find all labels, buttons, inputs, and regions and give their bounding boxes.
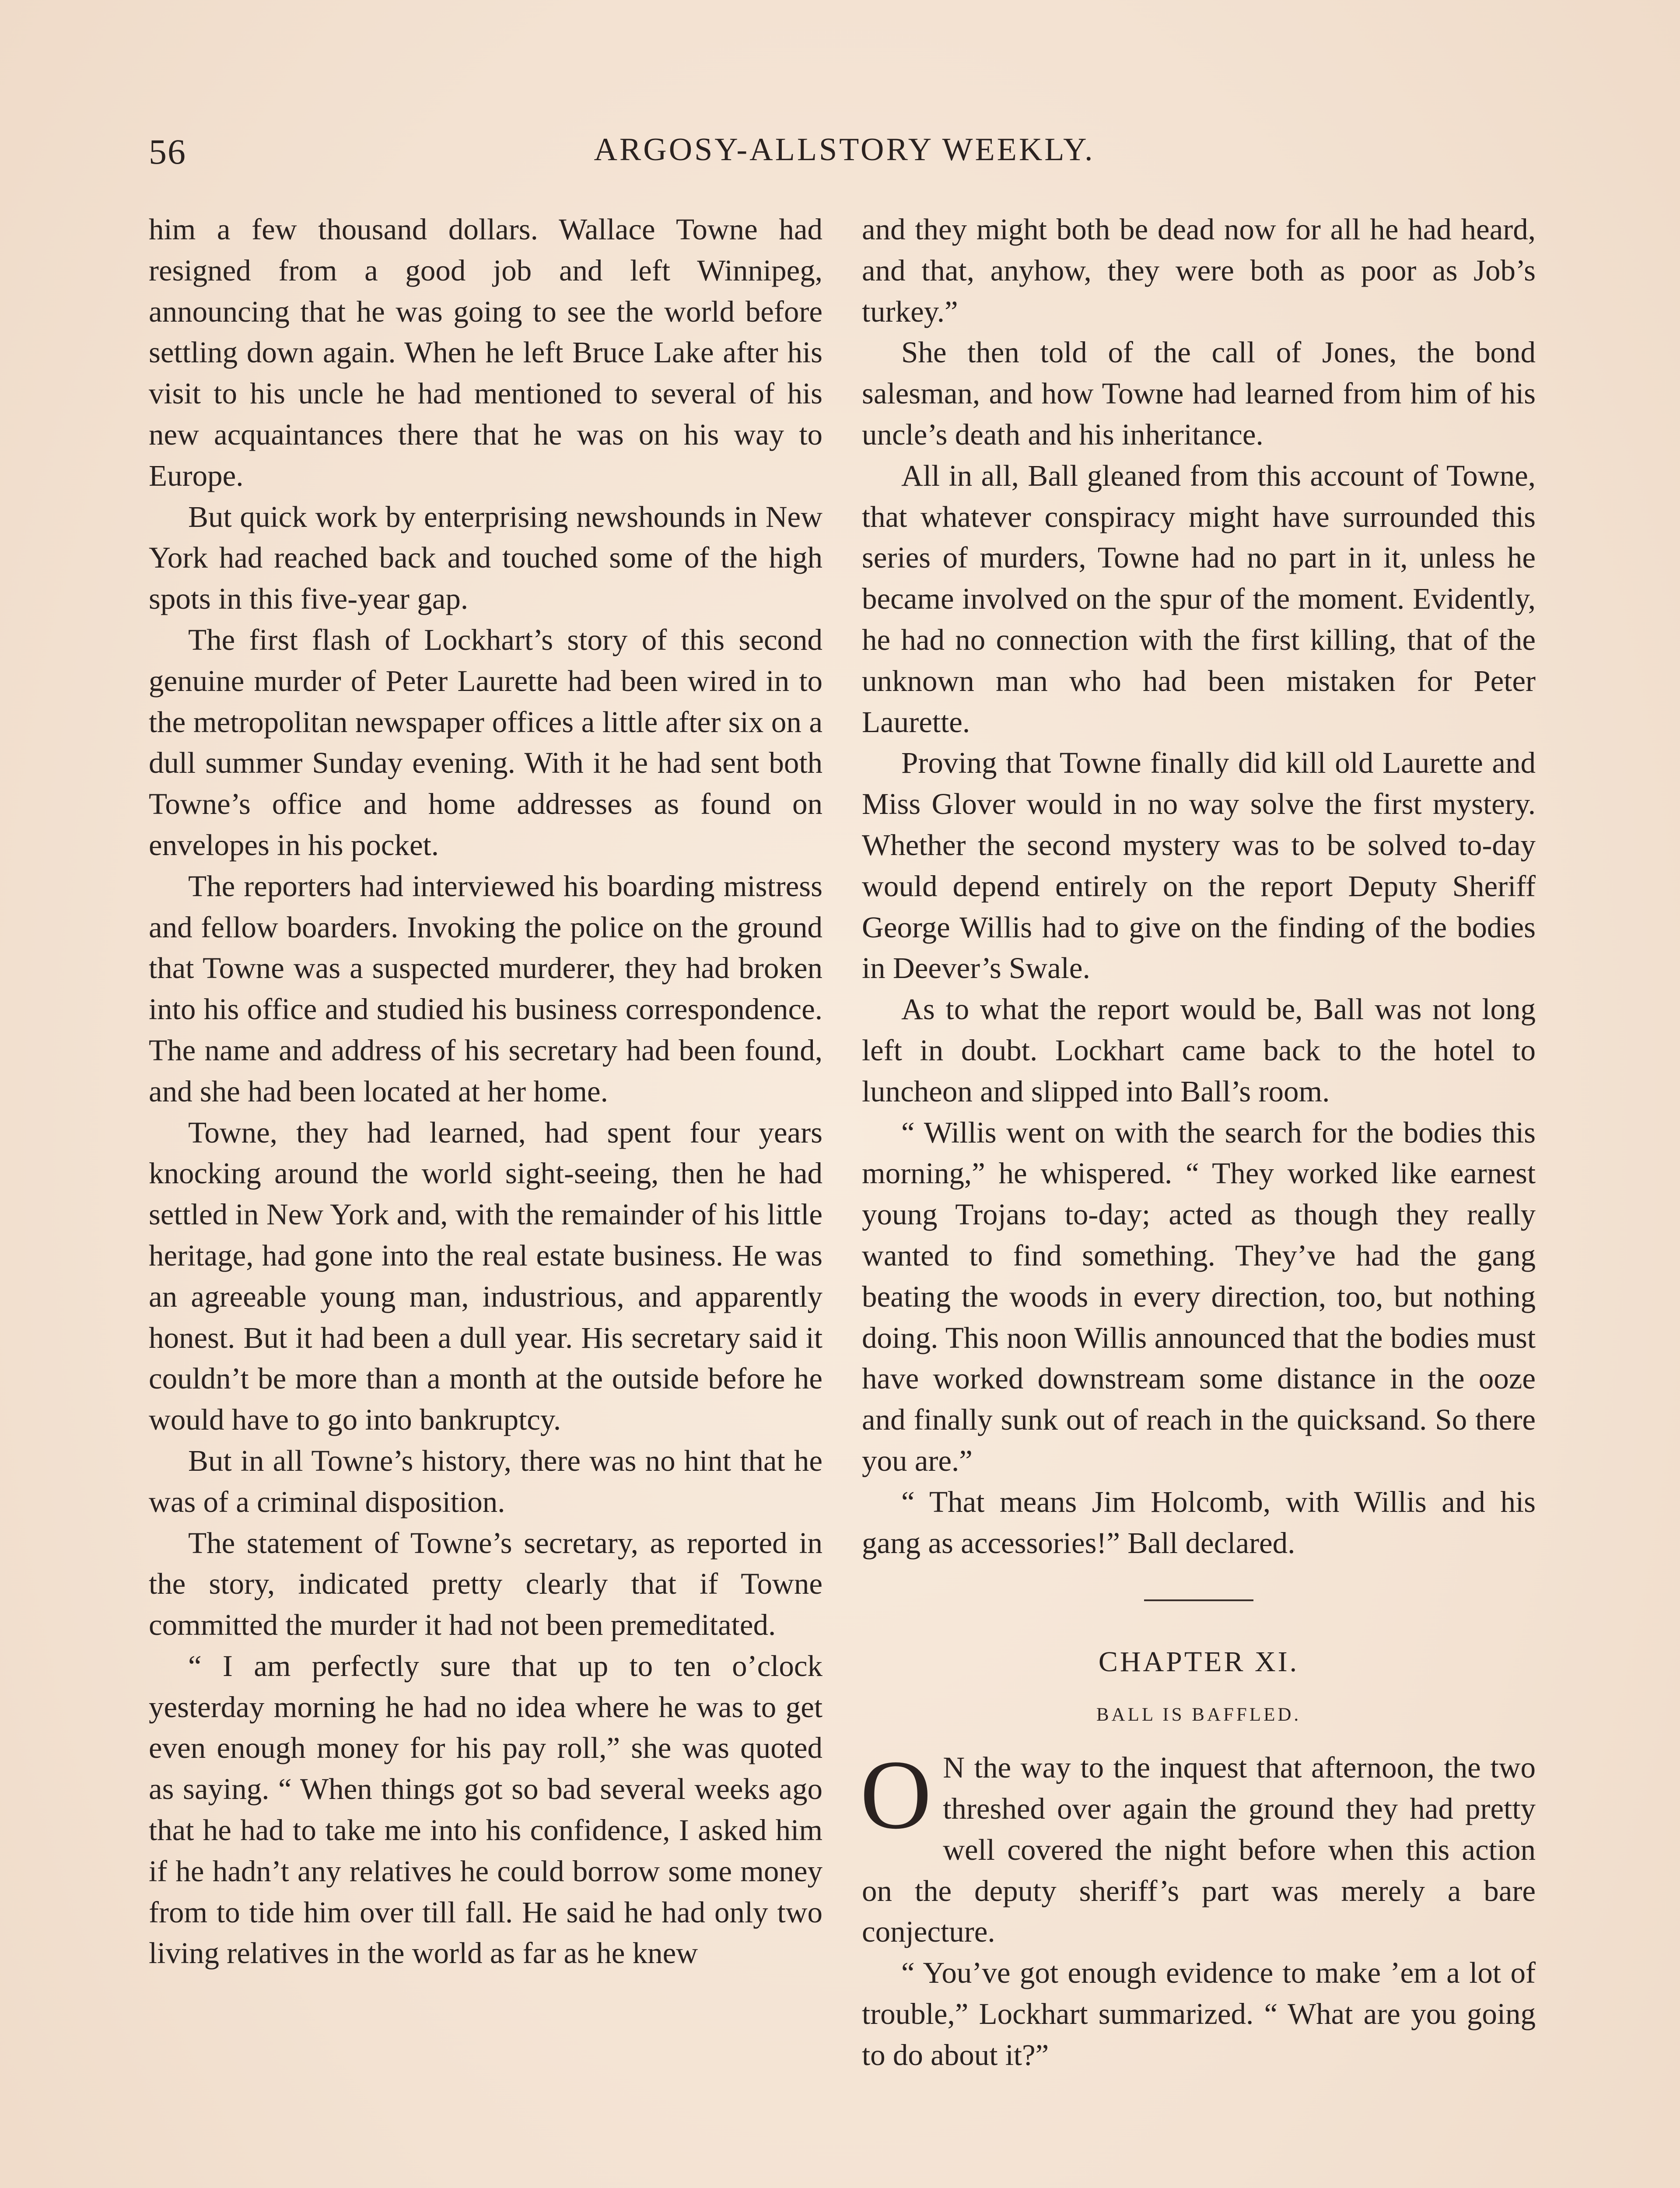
- section-divider: [1144, 1599, 1253, 1601]
- chapter-opening-paragraph: [860, 1740, 1536, 1953]
- paragraph: The first flash of Lockhart’s story of this second genuine murder of Peter Laurette had been wired in to the metropolitan newspaper offices a little after six on a dull summer Sunday evening. With it he had sent both Towne’s office and home addresses as found on envelopes in his pocket.: [149, 623, 822, 862]
- chapter-subtitle: BALL IS BAFFLED.: [1096, 1704, 1302, 1725]
- paragraph: The reporters had interviewed his boarding mistress and fellow boarders. Invoking the police on the ground that Towne was a suspected murderer, they had broken into his office and studied his business correspondence. The name and address of his secretary had been found, and she had been located at her home.: [149, 869, 822, 1108]
- paragraph: She then told of the call of Jones, the bond salesman, and how Towne had learned from him of his uncle’s death and his inheritance.: [862, 336, 1536, 451]
- paragraph: “ I am perfectly sure that up to ten o’clock yesterday morning he had no idea where he was to get even enough money for his pay roll,” she was quoted as saying. “ When things got so bad several weeks ago that he had to take me into his confidence, I asked him if he hadn’t any relatives he could borrow some money from to tide him over till fall. He said he had only two living relatives in the world as far as he knew: [149, 1649, 822, 1970]
- paragraph: The statement of Towne’s secretary, as reported in the story, indicated pretty clearly that if Towne committed the murder it had not been premeditated.: [149, 1526, 822, 1642]
- right-column: [862, 209, 1536, 2076]
- paragraph: But quick work by enterprising newshounds in New York had reached back and touched some of the high spots in this five-year gap.: [149, 500, 822, 616]
- paragraph: Proving that Towne finally did kill old Laurette and Miss Glover would in no way solve the first mystery. Whether the second mystery was to be solved to-day would depend entirely on the report Deputy Sheriff George Willis had to give on the finding of the bodies in Deever’s Swale.: [862, 746, 1536, 985]
- left-column: [149, 209, 822, 1974]
- page-number: 56: [149, 132, 186, 172]
- paragraph: him a few thousand dollars. Wallace Towne had resigned from a good job and left Winnipeg, announcing that he was going to see the world before settling down again. When he left Bruce Lake after his visit to his uncle he had mentioned to several of his new acquaintances there that he was on his way to Europe.: [149, 213, 822, 492]
- paragraph: As to what the report would be, Ball was not long left in doubt. Lockhart came back to the hotel to luncheon and slipped into Ball’s room.: [862, 992, 1536, 1108]
- paragraph: But in all Towne’s history, there was no hint that he was of a criminal disposition.: [149, 1444, 822, 1518]
- running-head: ARGOSY-ALLSTORY WEEKLY.: [594, 132, 1095, 168]
- paragraph: “ Willis went on with the search for the bodies this morning,” he whispered. “ They worked like earnest young Trojans to-day; acted as though they really wanted to find something. They’ve had the gang beating the woods in every direction, too, but nothing doing. This noon Willis announced that the bodies must have worked downstream some distance in the ooze and finally sunk out of reach in the quicksand. So there you are.”: [862, 1115, 1536, 1477]
- paragraph: and they might both be dead now for all he had heard, and that, anyhow, they were both as poor as Job’s turkey.”: [862, 213, 1536, 328]
- paragraph: Towne, they had learned, had spent four years knocking around the world sight-seeing, then he had settled in New York and, with the remainder of his little heritage, had gone into the real estate business. He was an agreeable young man, industrious, and apparently honest. But it had been a dull year. His secretary said it couldn’t be more than a month at the outside before he would have to go into bankruptcy.: [149, 1115, 822, 1437]
- paragraph: “ You’ve got enough evidence to make ’em a lot of trouble,” Lockhart summarized. “ What are you going to do about it?”: [862, 1956, 1536, 2072]
- paragraph: All in all, Ball gleaned from this account of Towne, that whatever conspiracy might have surrounded this series of murders, Towne had no part in it, unless he became involved on the spur of the moment. Evidently, he had no connection with the first killing, that of the unknown man who had been mistaken for Peter Laurette.: [862, 459, 1536, 739]
- chapter-title: CHAPTER XI.: [1098, 1646, 1299, 1678]
- drop-cap: O: [860, 1740, 932, 1850]
- paragraph-text: N the way to the inquest that afternoon, the two threshed over again the ground they had pretty well covered the night before when this action on the deputy sheriff’s part was merely a bare conjecture.: [862, 1751, 1536, 1949]
- paragraph: “ That means Jim Holcomb, with Willis and his gang as accessories!” Ball declared.: [862, 1485, 1536, 1560]
